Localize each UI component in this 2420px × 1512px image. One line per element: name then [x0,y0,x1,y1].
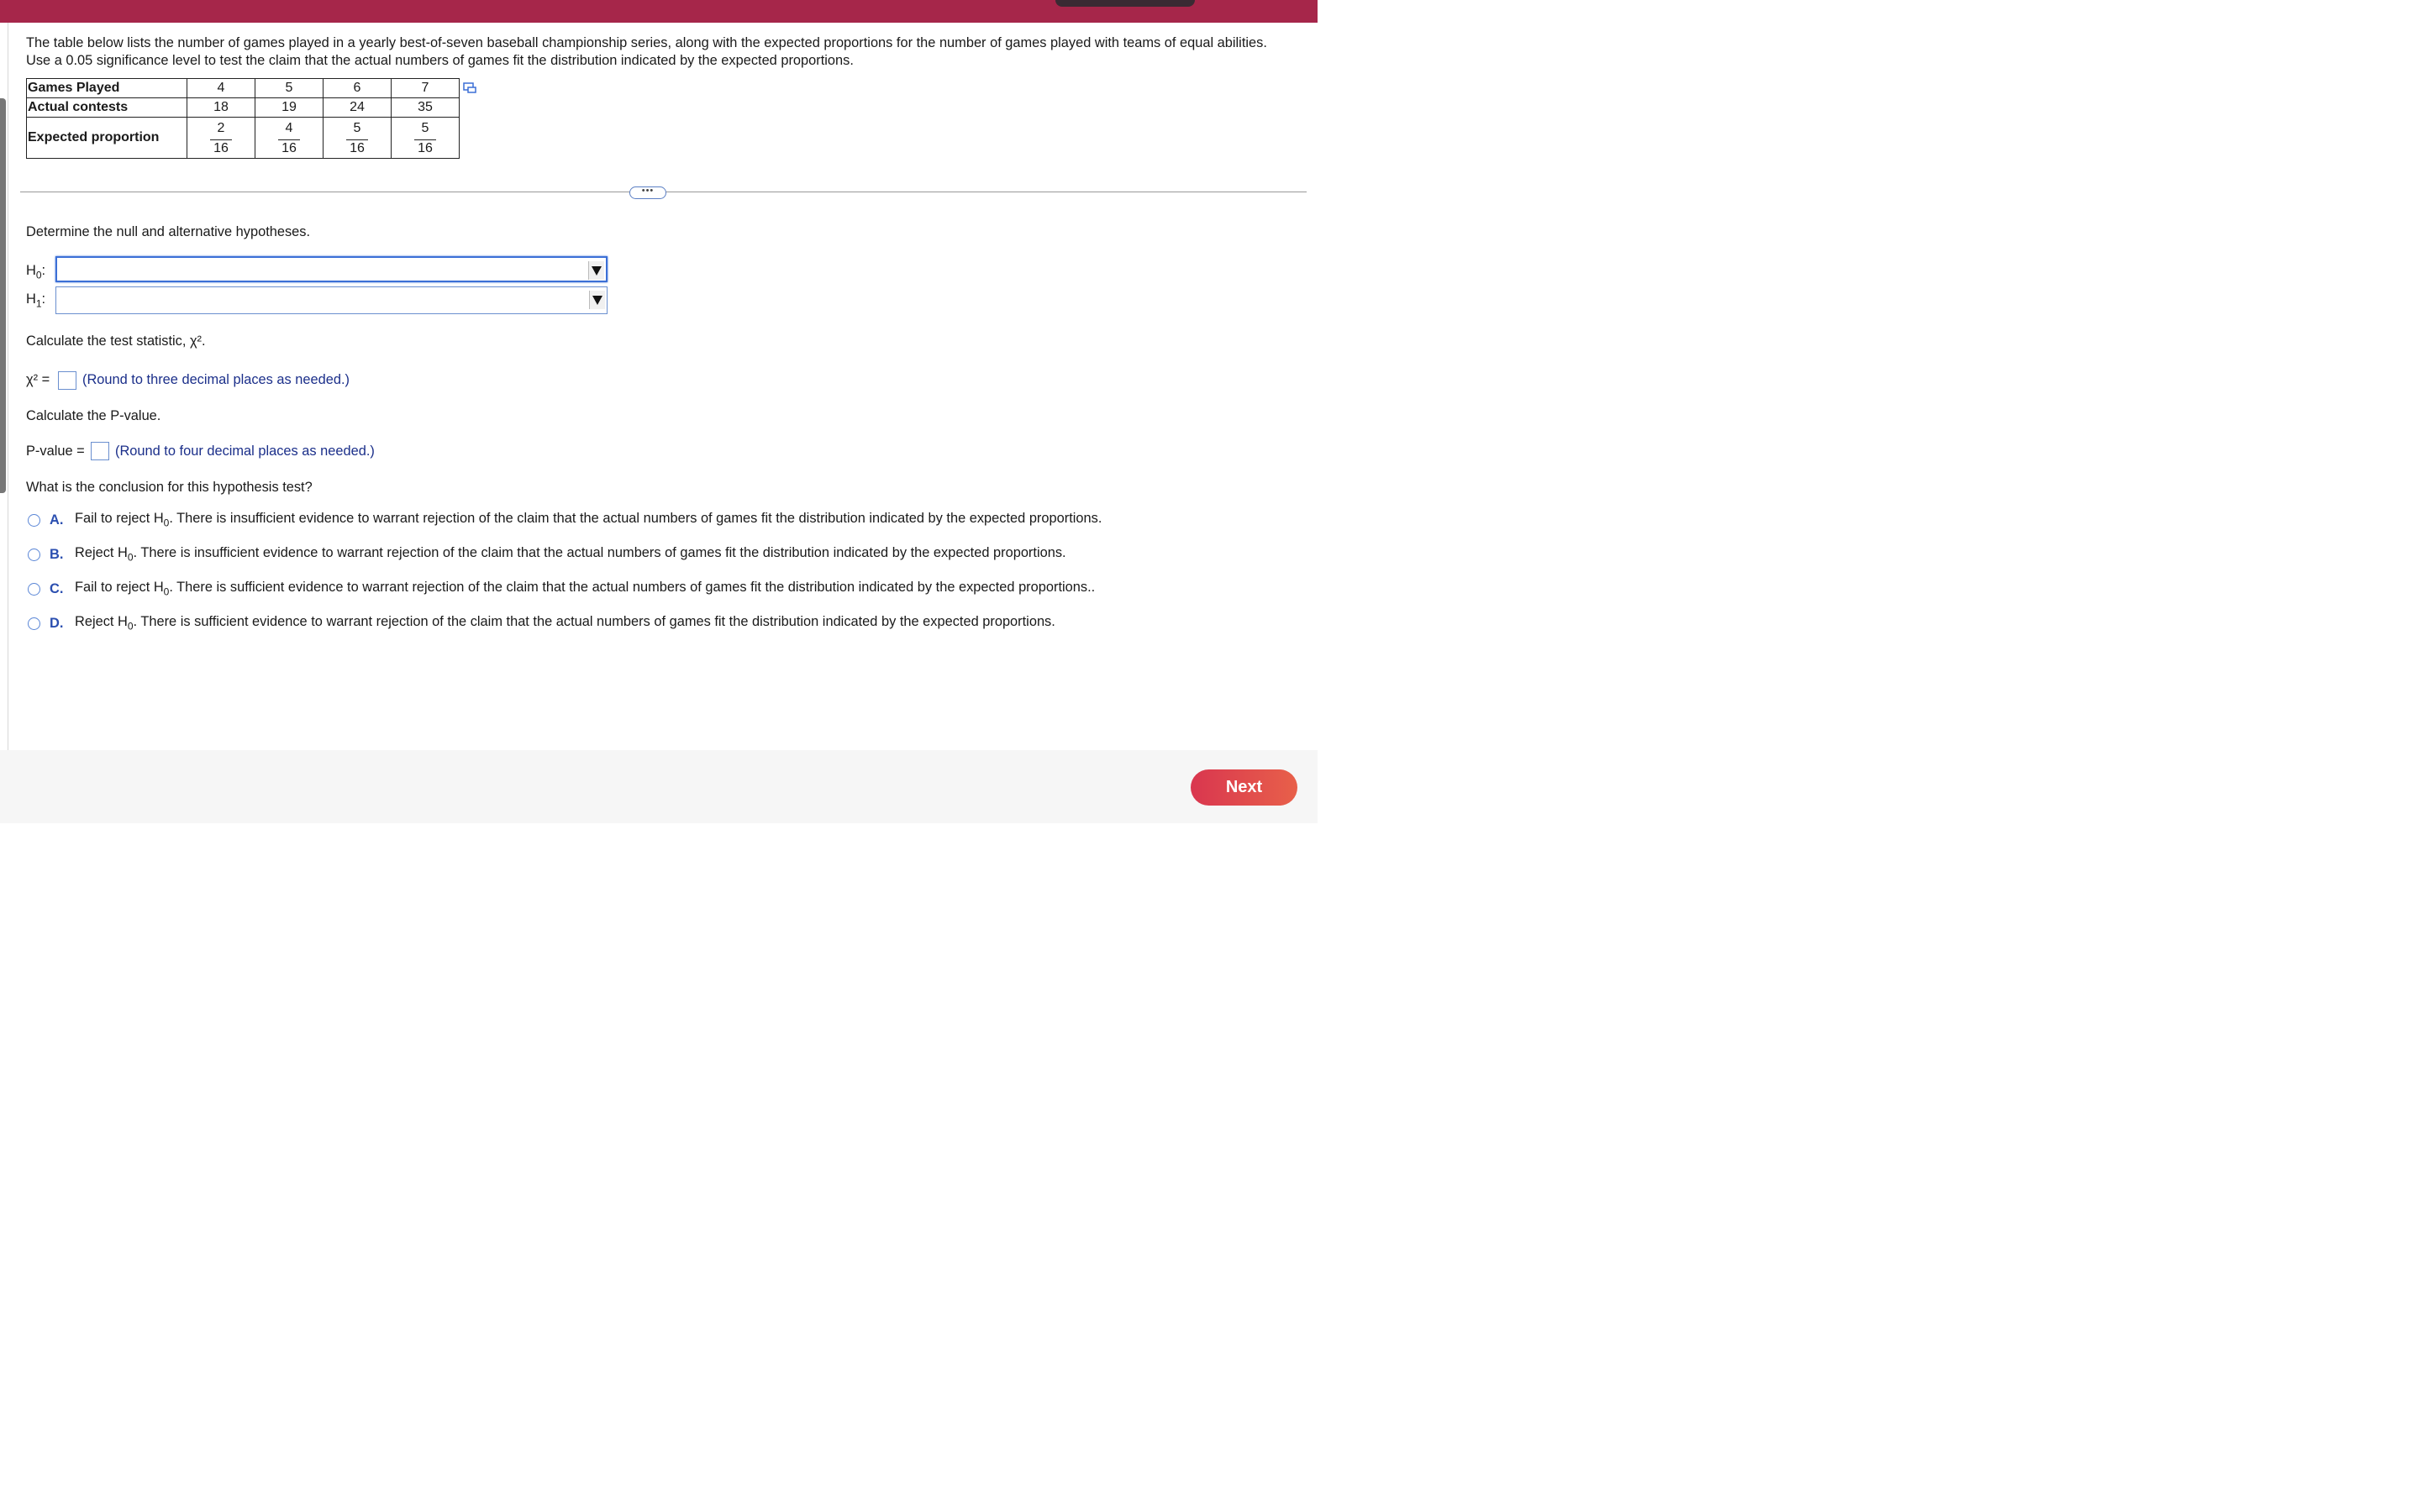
h0-colon: : [41,263,46,278]
table-cell: 5 [255,79,324,98]
problem-intro: The table below lists the number of games played in a yearly best-of-seven baseball championship series, along with the expected proportions for the number of games played with teams of equal abilities. Use a 0.05 significance level to test the claim that the actual numbers of games fit the distribution indicated by the expected proportions. [26,35,1267,68]
option-text-post: . There is insufficient evidence to warrant rejection of the claim that the actual numbers of games fit the distribution indicated by the expected proportions. [133,545,1066,561]
row-label-actual: Actual contests [27,98,187,118]
top-bar [0,0,1318,23]
option-text-sub: 0 [163,517,170,529]
hypotheses-prompt: Determine the null and alternative hypotheses. [26,224,311,239]
option-letter: D. [50,615,64,631]
option-text [75,614,1055,632]
h0-subscript: 0 [35,269,42,281]
table-row [27,98,460,118]
fraction-numerator: 4 [285,120,293,135]
copy-table-icon[interactable] [463,82,476,93]
option-text-post: . There is sufficient evidence to warrant rejection of the claim that the actual numbers of games fit the distribution indicated by the expected proportions.. [169,580,1096,596]
table-row [27,118,460,159]
table-cell: 35 [392,98,460,118]
option-text-pre: Fail to reject H [75,511,164,527]
top-bar-tab[interactable] [1055,0,1195,7]
fraction-denominator: 16 [278,139,300,156]
option-text-post: . There is insufficient evidence to warrant rejection of the claim that the actual numbers of games fit the distribution indicated by the expected proportions. [169,511,1102,527]
h1-select[interactable] [55,286,608,314]
option-text [75,511,1102,528]
data-table [26,78,460,159]
option-text-pre: Reject H [75,614,128,630]
radio-d[interactable] [28,617,40,630]
pvalue-hint: (Round to four decimal places as needed.) [115,444,375,459]
table-cell: 19 [255,98,324,118]
fraction-denominator: 16 [210,139,232,156]
option-text-post: . There is sufficient evidence to warrant rejection of the claim that the actual numbers of games fit the distribution indicated by the expected proportions. [133,614,1055,630]
table-cell: 24 [324,98,392,118]
option-b[interactable] [28,544,1066,564]
row-label-expected: Expected proportion [27,118,187,159]
footer-bar [0,750,1318,823]
chi-square-input[interactable] [58,371,76,390]
h1-letter: H [26,291,36,307]
fraction [414,120,436,156]
fraction-numerator: 5 [421,120,429,135]
table-cell [255,118,324,159]
option-text-pre: Fail to reject H [75,580,164,596]
option-c[interactable] [28,579,1095,599]
fraction [210,120,232,156]
h0-select[interactable] [55,256,608,282]
table-row [27,79,460,98]
fraction-denominator: 16 [414,139,436,156]
table-cell: 4 [187,79,255,98]
h1-dropdown-arrow[interactable] [589,291,605,309]
option-text-sub: 0 [163,585,170,598]
pvalue-label: P-value = [26,444,85,459]
table-cell [187,118,255,159]
more-button[interactable]: ••• [629,186,666,199]
table-cell: 7 [392,79,460,98]
h1-subscript: 1 [35,297,42,310]
table-cell [392,118,460,159]
option-text [75,580,1095,597]
option-letter: B. [50,546,64,562]
chi-square-hint: (Round to three decimal places as needed.) [82,372,350,387]
option-a[interactable] [28,510,1102,530]
h0-dropdown-arrow[interactable] [588,261,604,280]
table-cell: 6 [324,79,392,98]
option-text-sub: 0 [127,620,134,633]
fraction-numerator: 2 [217,120,225,135]
chevron-down-icon [592,296,602,305]
h1-label [26,291,45,309]
fraction [346,120,368,156]
option-letter: C. [50,580,64,596]
h0-letter: H [26,263,36,278]
row-label-games: Games Played [27,79,187,98]
chevron-down-icon [592,266,602,276]
radio-b[interactable] [28,549,40,561]
option-d[interactable] [28,613,1055,633]
chi-square-label: χ² = [26,372,50,387]
table-cell [324,118,392,159]
conclusion-prompt: What is the conclusion for this hypothesis test? [26,480,313,495]
option-letter: A. [50,512,64,528]
pvalue-prompt: Calculate the P-value. [26,408,161,423]
option-text-pre: Reject H [75,545,128,561]
h1-colon: : [41,291,46,307]
option-text [75,545,1066,563]
fraction [278,120,300,156]
radio-a[interactable] [28,514,40,527]
fraction-denominator: 16 [346,139,368,156]
left-scrollbar[interactable] [0,98,6,493]
statistic-prompt: Calculate the test statistic, χ². [26,333,206,349]
pvalue-input[interactable] [91,442,109,460]
radio-c[interactable] [28,583,40,596]
fraction-numerator: 5 [353,120,361,135]
next-button[interactable]: Next [1191,769,1297,806]
h0-label [26,263,45,281]
option-text-sub: 0 [127,551,134,564]
table-cell: 18 [187,98,255,118]
